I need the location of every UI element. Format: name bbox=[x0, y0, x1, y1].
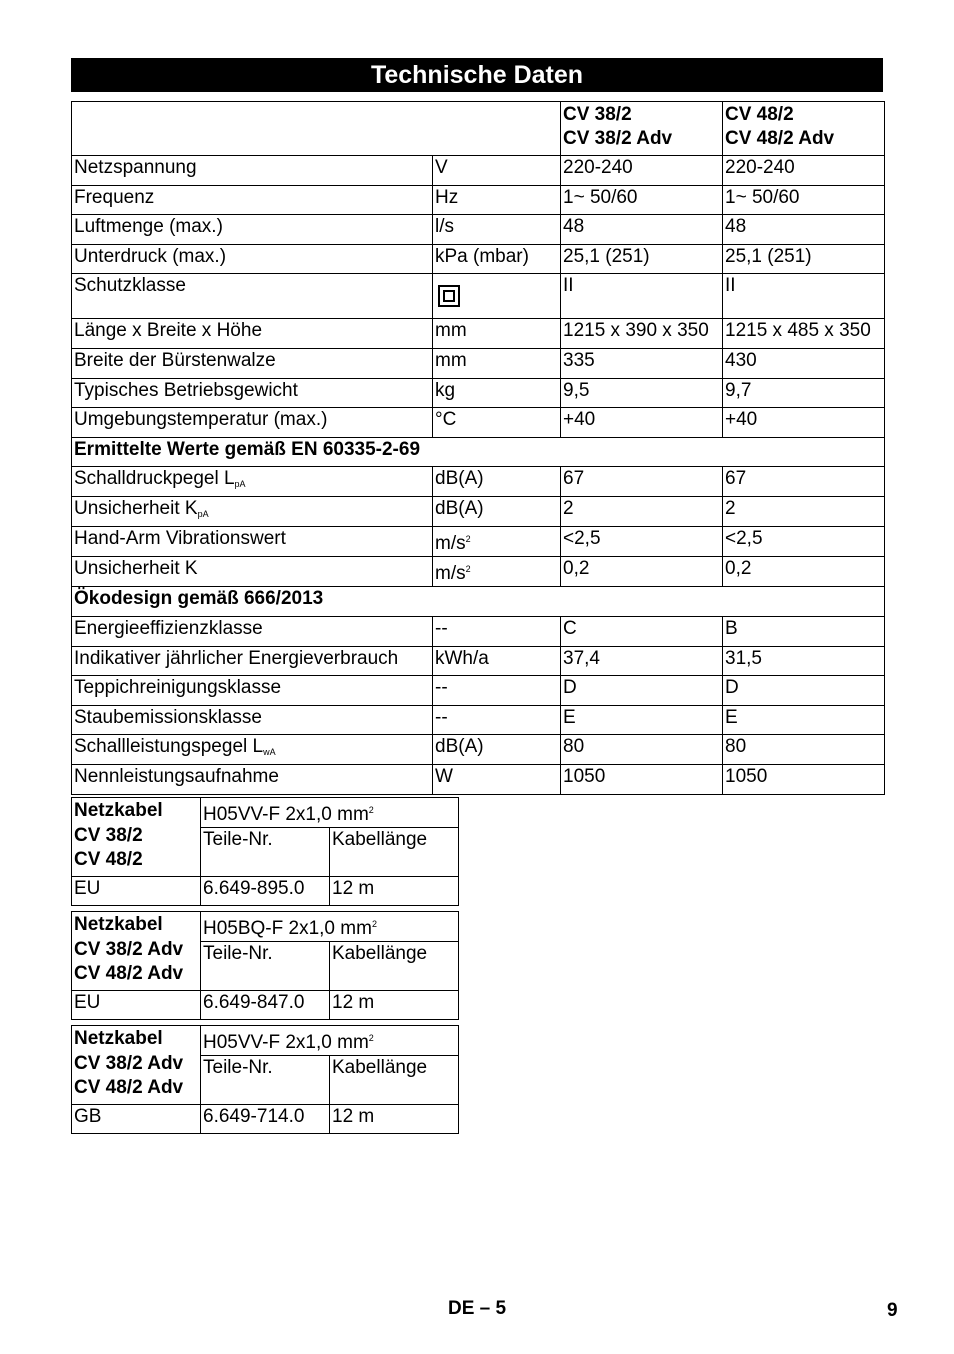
table-row bbox=[72, 274, 885, 319]
table-row bbox=[72, 676, 885, 706]
cable-length: 12 m bbox=[330, 1105, 459, 1134]
row-label: Umgebungstemperatur (max.) bbox=[72, 408, 433, 438]
row-unit: dB(A) bbox=[433, 467, 561, 497]
row-label-subscript: pA bbox=[234, 479, 246, 490]
row-value-1: C bbox=[561, 616, 723, 646]
table-row bbox=[72, 497, 885, 527]
cable-type bbox=[201, 798, 459, 828]
table-row bbox=[72, 244, 885, 274]
table-row bbox=[72, 735, 885, 765]
table-row bbox=[72, 408, 885, 438]
row-value-2: B bbox=[723, 616, 885, 646]
row-value-2: 25,1 (251) bbox=[723, 244, 885, 274]
row-value-1: E bbox=[561, 705, 723, 735]
row-unit bbox=[433, 274, 561, 319]
row-unit: W bbox=[433, 765, 561, 795]
row-unit: kg bbox=[433, 378, 561, 408]
row-unit bbox=[433, 557, 561, 587]
part-number-header: Teile-Nr. bbox=[201, 1056, 330, 1105]
table-row bbox=[72, 557, 885, 587]
row-value-2: II bbox=[723, 274, 885, 319]
row-value-2: <2,5 bbox=[723, 527, 885, 557]
row-label: Typisches Betriebsgewicht bbox=[72, 378, 433, 408]
power-cable-table bbox=[71, 797, 459, 906]
row-unit-superscript: 2 bbox=[465, 564, 471, 575]
cable-label bbox=[72, 798, 201, 877]
table-row bbox=[72, 877, 459, 906]
row-unit-text: m/s bbox=[435, 563, 466, 585]
row-value-1: 0,2 bbox=[561, 557, 723, 587]
section-heading: Ermittelte Werte gemäß EN 60335-2-69 bbox=[72, 437, 885, 467]
row-value-2: 220-240 bbox=[723, 156, 885, 186]
cable-region: GB bbox=[72, 1105, 201, 1134]
footer-section-label: DE – 5 bbox=[448, 1298, 507, 1319]
row-value-1: +40 bbox=[561, 408, 723, 438]
table-row bbox=[72, 378, 885, 408]
cable-length-header: Kabellänge bbox=[330, 942, 459, 991]
row-label bbox=[72, 735, 433, 765]
cable-length-header: Kabellänge bbox=[330, 1056, 459, 1105]
table-row bbox=[72, 185, 885, 215]
table-row bbox=[72, 765, 885, 795]
row-value-2: 80 bbox=[723, 735, 885, 765]
table-row bbox=[72, 616, 885, 646]
row-label: Luftmenge (max.) bbox=[72, 215, 433, 245]
row-value-1: 220-240 bbox=[561, 156, 723, 186]
cable-label-line: CV 38/2 bbox=[74, 824, 143, 846]
cable-length: 12 m bbox=[330, 877, 459, 906]
cable-length-header: Kabellänge bbox=[330, 828, 459, 877]
row-unit: -- bbox=[433, 705, 561, 735]
model-2-line-2: CV 48/2 Adv bbox=[725, 128, 835, 149]
cable-label-line: CV 48/2 bbox=[74, 849, 143, 870]
table-row bbox=[72, 348, 885, 378]
row-unit bbox=[433, 527, 561, 557]
row-value-2: +40 bbox=[723, 408, 885, 438]
protection-class-ii-icon bbox=[438, 285, 460, 307]
row-value-2: 67 bbox=[723, 467, 885, 497]
row-label: Unterdruck (max.) bbox=[72, 244, 433, 274]
row-label-subscript: wA bbox=[263, 747, 276, 758]
model-2-line-1: CV 48/2 bbox=[725, 104, 794, 125]
cable-label-line: CV 38/2 Adv bbox=[74, 938, 184, 960]
row-value-1: D bbox=[561, 676, 723, 706]
power-cable-table bbox=[71, 1025, 459, 1134]
section-heading: Ökodesign gemäß 666/2013 bbox=[72, 587, 885, 617]
cable-region: EU bbox=[72, 877, 201, 906]
row-value-2: 48 bbox=[723, 215, 885, 245]
row-value-1: 25,1 (251) bbox=[561, 244, 723, 274]
row-unit-text: m/s bbox=[435, 533, 466, 555]
cable-label-line: CV 48/2 Adv bbox=[74, 1077, 184, 1098]
row-value-2: 9,7 bbox=[723, 378, 885, 408]
row-label-text: Schallleistungspegel L bbox=[74, 736, 264, 758]
row-unit: dB(A) bbox=[433, 735, 561, 765]
row-value-2: D bbox=[723, 676, 885, 706]
cable-type bbox=[201, 912, 459, 942]
row-value-2: 0,2 bbox=[723, 557, 885, 587]
cable-type-row bbox=[72, 798, 459, 828]
model-1-line-1: CV 38/2 bbox=[563, 104, 632, 125]
table-row bbox=[72, 646, 885, 676]
row-label: Unsicherheit K bbox=[72, 557, 433, 587]
table-row bbox=[72, 467, 885, 497]
row-unit: °C bbox=[433, 408, 561, 438]
row-value-2: 430 bbox=[723, 348, 885, 378]
part-number-header: Teile-Nr. bbox=[201, 828, 330, 877]
row-label: Energieeffizienzklasse bbox=[72, 616, 433, 646]
power-cable-table bbox=[71, 911, 459, 1020]
cable-part-number: 6.649-895.0 bbox=[201, 877, 330, 906]
cable-label bbox=[72, 912, 201, 991]
row-value-1: 1~ 50/60 bbox=[561, 185, 723, 215]
table-row bbox=[72, 319, 885, 349]
row-value-2: 1215 x 485 x 350 bbox=[723, 319, 885, 349]
row-value-2: 1~ 50/60 bbox=[723, 185, 885, 215]
cable-label-line: Netzkabel bbox=[74, 914, 163, 935]
row-label-text: Unsicherheit K bbox=[74, 498, 198, 520]
cable-label-line: CV 38/2 Adv bbox=[74, 1052, 184, 1074]
row-label bbox=[72, 467, 433, 497]
cable-type bbox=[201, 1026, 459, 1056]
cable-type-text: H05VV-F 2x1,0 mm bbox=[203, 804, 369, 825]
cable-type-text: H05BQ-F 2x1,0 mm bbox=[203, 918, 372, 939]
row-value-1: 2 bbox=[561, 497, 723, 527]
row-unit: kWh/a bbox=[433, 646, 561, 676]
cable-type-text: H05VV-F 2x1,0 mm bbox=[203, 1032, 369, 1053]
table-row bbox=[72, 991, 459, 1020]
cable-label-line: CV 48/2 Adv bbox=[74, 963, 184, 984]
header-empty-cell bbox=[72, 102, 561, 156]
row-value-1: 48 bbox=[561, 215, 723, 245]
row-value-1: 67 bbox=[561, 467, 723, 497]
row-value-2: 31,5 bbox=[723, 646, 885, 676]
row-unit: -- bbox=[433, 676, 561, 706]
table-row bbox=[72, 527, 885, 557]
row-label: Breite der Bürstenwalze bbox=[72, 348, 433, 378]
cable-type-row bbox=[72, 912, 459, 942]
section-row bbox=[72, 437, 885, 467]
row-value-1: II bbox=[561, 274, 723, 319]
row-unit: mm bbox=[433, 348, 561, 378]
row-unit: dB(A) bbox=[433, 497, 561, 527]
cable-label-line: Netzkabel bbox=[74, 800, 163, 821]
row-label: Schutzklasse bbox=[72, 274, 433, 319]
row-label: Staubemissionsklasse bbox=[72, 705, 433, 735]
header-model-1 bbox=[561, 102, 723, 156]
row-label: Indikativer jährlicher Energieverbrauch bbox=[72, 646, 433, 676]
row-value-2: 2 bbox=[723, 497, 885, 527]
row-label-subscript: pA bbox=[197, 509, 209, 520]
row-value-1: 1215 x 390 x 350 bbox=[561, 319, 723, 349]
table-row bbox=[72, 1105, 459, 1134]
row-value-1: 37,4 bbox=[561, 646, 723, 676]
cable-label-line: Netzkabel bbox=[74, 1028, 163, 1049]
table-header-row bbox=[72, 102, 885, 156]
row-label: Hand-Arm Vibrationswert bbox=[72, 527, 433, 557]
row-value-2: 1050 bbox=[723, 765, 885, 795]
row-label bbox=[72, 497, 433, 527]
row-value-1: 9,5 bbox=[561, 378, 723, 408]
row-value-1: <2,5 bbox=[561, 527, 723, 557]
row-unit-superscript: 2 bbox=[465, 534, 471, 545]
row-unit: l/s bbox=[433, 215, 561, 245]
row-label-text: Schalldruckpegel L bbox=[74, 468, 235, 490]
model-1-line-2: CV 38/2 Adv bbox=[563, 128, 673, 149]
row-unit: V bbox=[433, 156, 561, 186]
table-row bbox=[72, 705, 885, 735]
cable-type-superscript: 2 bbox=[368, 805, 374, 815]
part-number-header: Teile-Nr. bbox=[201, 942, 330, 991]
page-number: 9 bbox=[887, 1300, 898, 1321]
page-title: Technische Daten bbox=[71, 58, 883, 92]
row-label: Teppichreinigungsklasse bbox=[72, 676, 433, 706]
row-label: Netzspannung bbox=[72, 156, 433, 186]
row-value-2: E bbox=[723, 705, 885, 735]
row-value-1: 80 bbox=[561, 735, 723, 765]
row-unit: Hz bbox=[433, 185, 561, 215]
cable-label bbox=[72, 1026, 201, 1105]
cable-region: EU bbox=[72, 991, 201, 1020]
header-model-2 bbox=[723, 102, 885, 156]
table-row bbox=[72, 156, 885, 186]
cable-type-row bbox=[72, 1026, 459, 1056]
row-label: Nennleistungsaufnahme bbox=[72, 765, 433, 795]
cable-part-number: 6.649-847.0 bbox=[201, 991, 330, 1020]
section-row bbox=[72, 587, 885, 617]
row-unit: -- bbox=[433, 616, 561, 646]
row-label: Frequenz bbox=[72, 185, 433, 215]
row-value-1: 1050 bbox=[561, 765, 723, 795]
table-row bbox=[72, 215, 885, 245]
row-value-1: 335 bbox=[561, 348, 723, 378]
row-unit: mm bbox=[433, 319, 561, 349]
cable-type-superscript: 2 bbox=[371, 919, 377, 929]
cable-type-superscript: 2 bbox=[368, 1033, 374, 1043]
cable-length: 12 m bbox=[330, 991, 459, 1020]
row-label: Länge x Breite x Höhe bbox=[72, 319, 433, 349]
technical-data-table bbox=[71, 101, 885, 795]
row-unit: kPa (mbar) bbox=[433, 244, 561, 274]
cable-part-number: 6.649-714.0 bbox=[201, 1105, 330, 1134]
